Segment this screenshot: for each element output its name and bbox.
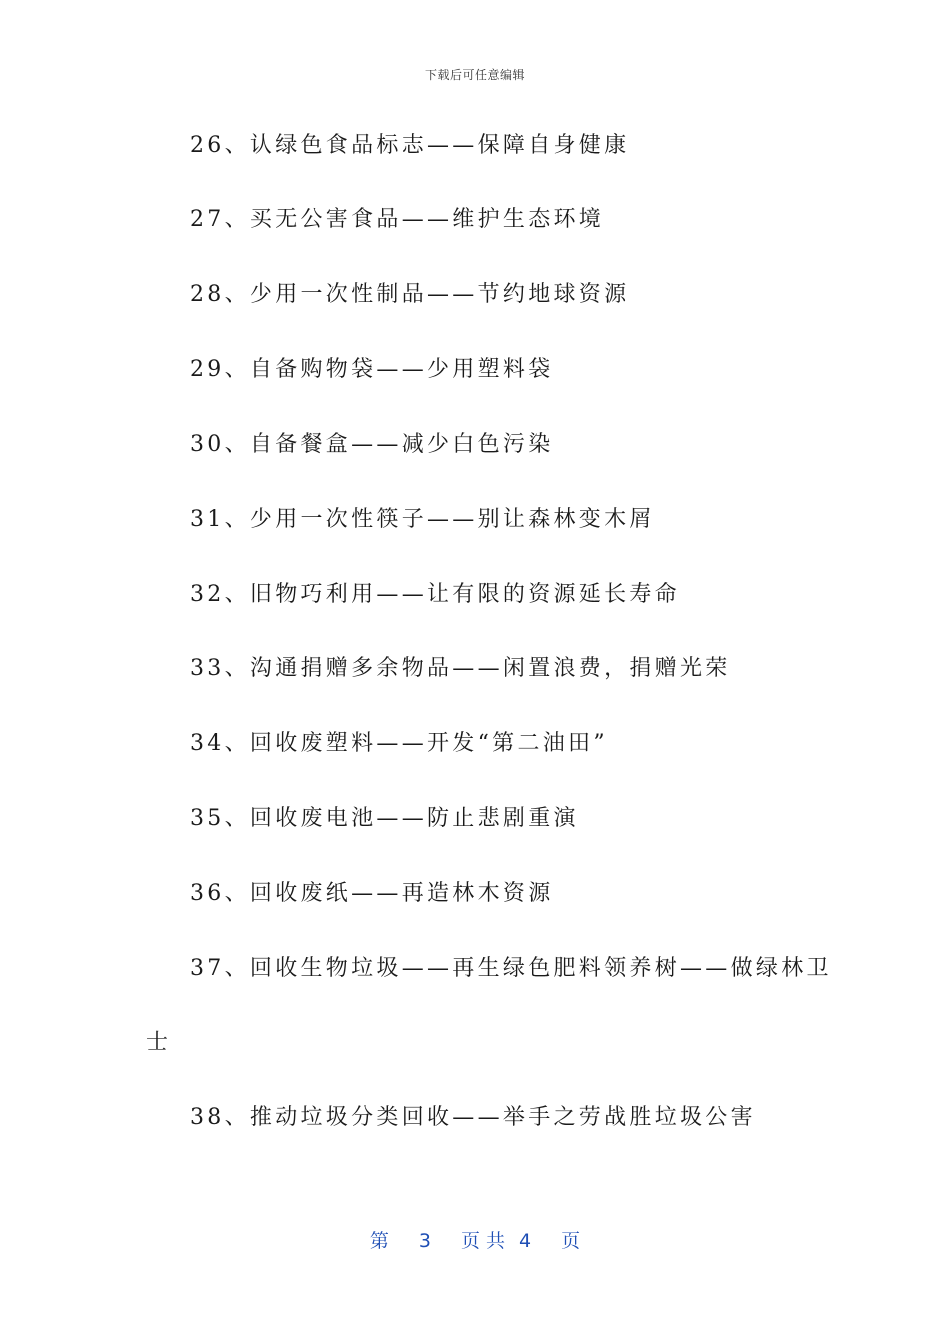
footer-ye: 页 <box>561 1230 581 1252</box>
list-item: 34、回收废塑料——开发“第二油田” <box>190 731 608 756</box>
list-item: 30、自备餐盒——减少白色污染 <box>190 432 554 457</box>
list-item: 36、回收废纸——再造林木资源 <box>190 881 554 906</box>
current-page-number: 3 <box>418 1230 431 1252</box>
header-note: 下载后可任意编辑 <box>424 68 525 82</box>
footer-ye-gong: 页 共 <box>460 1230 506 1252</box>
list-item: 38、推动垃圾分类回收——举手之劳战胜垃圾公害 <box>190 1105 756 1130</box>
list-item: 28、少用一次性制品——节约地球资源 <box>190 282 630 307</box>
list-item: 35、回收废电池——防止悲剧重演 <box>190 806 579 831</box>
list-item: 26、认绿色食品标志——保障自身健康 <box>190 133 630 158</box>
list-item: 29、自备购物袋——少用塑料袋 <box>190 357 554 382</box>
list-item-continuation: 士 <box>146 1030 172 1055</box>
list-item: 27、买无公害食品——维护生态环境 <box>190 207 605 232</box>
page-footer <box>0 1226 950 1253</box>
list-item: 33、沟通捐赠多余物品——闲置浪费，捐赠光荣 <box>190 656 731 681</box>
list-item: 31、少用一次性筷子——别让森林变木屑 <box>190 507 655 532</box>
total-pages-number: 4 <box>519 1230 532 1252</box>
list-item: 32、旧物巧利用——让有限的资源延长寿命 <box>190 582 680 607</box>
footer-di: 第 <box>369 1230 389 1252</box>
list-item: 37、回收生物垃圾——再生绿色肥料领养树——做绿林卫 <box>190 956 832 981</box>
